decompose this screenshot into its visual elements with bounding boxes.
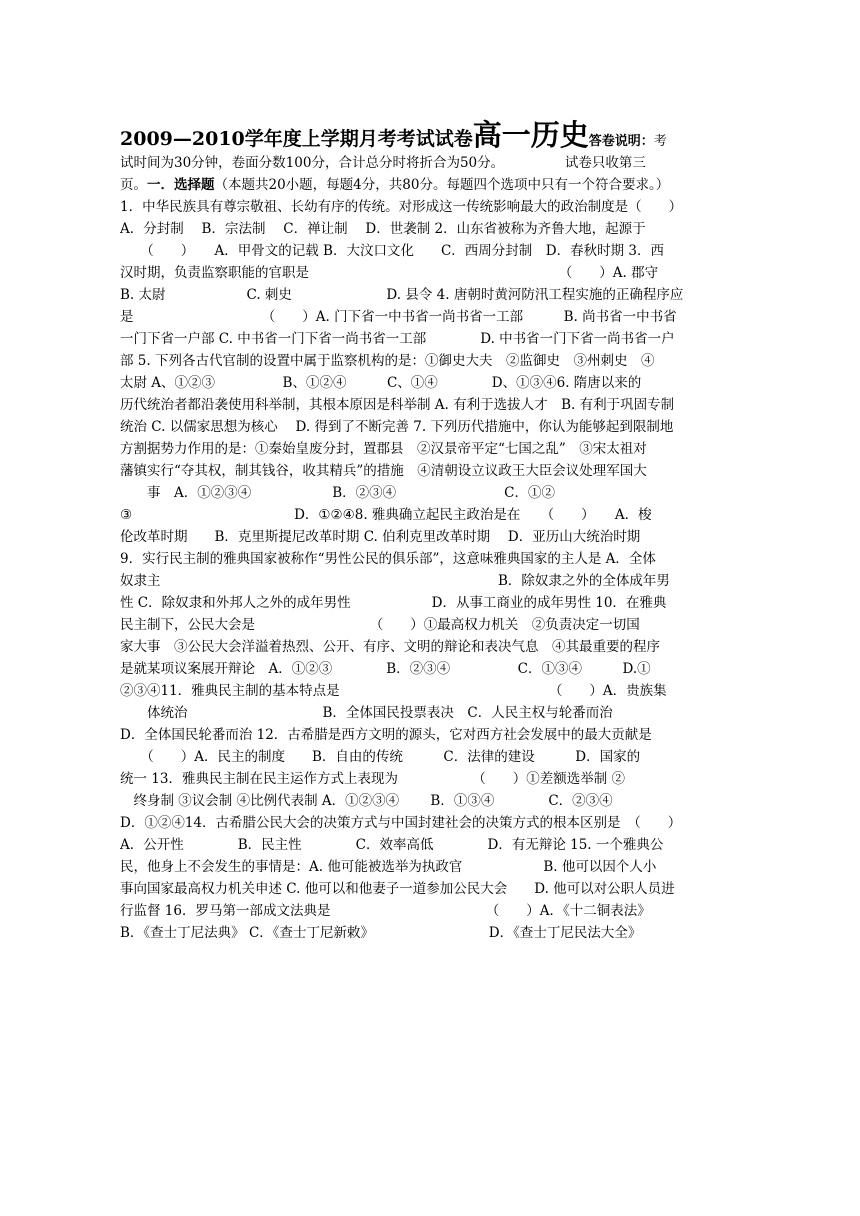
instructions-label: 答卷说明： <box>588 134 654 149</box>
text-line: 统一 13．雅典民主制在民主运作方式上表现为 （ ）①差额选举制 ② <box>120 771 626 787</box>
text-line: 民主制下，公民大会是 （ ）①最高权力机关 ②负责决定一切国 <box>120 617 640 633</box>
text-line: 统治 C. 以儒家思想为核心 D. 得到了不断完善 7. 下列历代措施中，你认为能够起到限制地 <box>120 419 674 435</box>
text-line-with-heading <box>120 174 740 196</box>
text-line: A．分封制 B．宗法制 C．禅让制 D．世袭制 2．山东省被称为齐鲁大地，起源于 <box>120 221 646 237</box>
text-line: 行监督 16．罗马第一部成文法典是 （ ）A．《十二铜表法》 <box>120 903 651 919</box>
text-line: 历代统治者都沿袭使用科举制，其根本原因是科举制 A. 有利于选拔人才 B. 有利于巩固专制 <box>120 397 675 413</box>
text-line: 部 5. 下列各古代官制的设置中属于监察机构的是：①御史大夫 ②监御史 ③州刺史 ④ <box>120 353 655 369</box>
section-heading: 一．选择题 <box>147 177 215 193</box>
text-line: 太尉 A、①②③ B、①②④ C、①④ D、①③④6. 隋唐以来的 <box>120 375 642 391</box>
exam-subject: 高一历史 <box>472 118 589 152</box>
text-line: 试时间为30分钟，卷面分数100分，合计总分时将折合为50分。 试卷只收第三 <box>120 155 646 171</box>
text-line: 家大事 ③公民大会洋溢着热烈、公开、有序、文明的辩论和表决气息 ④其最重要的程序 <box>120 639 660 655</box>
text-line: 终身制 ③议会制 ④比例代表制 A．①②③④ B．①③④ C．②③④ <box>120 793 613 809</box>
text-line: 体统治 B．全体国民投票表决 C．人民主权与轮番而治 <box>120 705 613 721</box>
text-line: 1．中华民族具有尊宗敬祖、长幼有序的传统。对形成这一传统影响最大的政治制度是（ ） <box>120 199 683 215</box>
text-line: A．公开性 B．民主性 C．效率高低 D．有无辩论 15. 一个雅典公 <box>120 837 664 853</box>
text-line <box>120 944 740 966</box>
text-line: 9．实行民主制的雅典国家被称作“男性公民的俱乐部”，这意味雅典国家的主人是 A．全体 <box>120 551 656 567</box>
text-line: D．全体国民轮番而治 12．古希腊是西方文明的源头，它对西方社会发展中的最大贡献是 <box>120 727 652 743</box>
text-line: 是 （ ）A. 门下省一中书省一尚书省一工部 B. 尚书省一中书省 <box>120 309 677 325</box>
text-line: B. 太尉 C. 刺史 D. 县令 4. 唐朝时黄河防汛工程实施的正确程序应 <box>120 287 684 303</box>
text-line: 性 C．除奴隶和外邦人之外的成年男性 D．从事工商业的成年男性 10．在雅典 <box>120 595 667 611</box>
text-line: 民，他身上不会发生的事情是：A. 他可能被选举为执政官 B. 他可以因个人小 <box>120 859 657 875</box>
text-line: 奴隶主 B．除奴隶之外的全体成年男 <box>120 573 670 589</box>
text-line: 汉时期，负责监察职能的官职是 （ ）A. 郡守 <box>120 265 659 281</box>
text-line: 事 A．①②③④ B．②③④ C．①② <box>120 485 555 501</box>
exam-title-line <box>120 118 745 152</box>
text-line: 藩镇实行“夺其权，制其钱谷，收其精兵”的措施 ④清朝设立议政王大臣会议处理军国大 <box>120 463 647 479</box>
section-instructions: （本题共20小题，每题4分，共80分。每题四个选项中只有一个符合要求。） <box>214 177 670 193</box>
text-line: 是就某项议案展开辩论 A．①②③ B．②③④ C．①③④ D.① <box>120 661 651 677</box>
text-line: 伦改革时期 B．克里斯提尼改革时期 C. 伯利克里改革时期 D．亚历山大统治时期 <box>120 529 641 545</box>
exam-title: 2009—2010学年度上学期月考考试试卷 <box>120 128 473 150</box>
text-segment: 页。 <box>120 177 147 193</box>
instructions-text-start: 考 <box>653 134 667 149</box>
text-line: D．①②④14．古希腊公民大会的决策方式与中国封建社会的决策方式的根本区别是 （ ） <box>120 815 682 831</box>
text-line: 事向国家最高权力机关申述 C. 他可以和他妻子一道参加公民大会 D. 他可以对公职人员进 <box>120 881 675 897</box>
text-line: 一门下省一户部 C. 中书省一门下省一尚书省一工部 D. 中书省一门下省一尚书省一户 <box>120 331 675 347</box>
text-line: ②③④11．雅典民主制的基本特点是 （ ）A．贵族集 <box>120 683 667 699</box>
text-line: （ ）A．民主的制度 B．自由的传统 C．法律的建设 D．国家的 <box>120 749 641 765</box>
text-line: （ ） A．甲骨文的记载 B．大汶口文化 C．西周分封制 D．春秋时期 3．西 <box>120 243 664 259</box>
text-line: 方割据势力作用的是：①秦始皇废分封，置郡县 ②汉景帝平定“七国之乱” ③宋太祖对 <box>120 441 647 457</box>
text-line: B．《查士丁尼法典》 C．《查士丁尼新敕》 D．《查士丁尼民法大全》 <box>120 925 642 941</box>
text-line: ③ D．①②④8. 雅典确立起民主政治是在 （ ） A．梭 <box>120 507 652 523</box>
